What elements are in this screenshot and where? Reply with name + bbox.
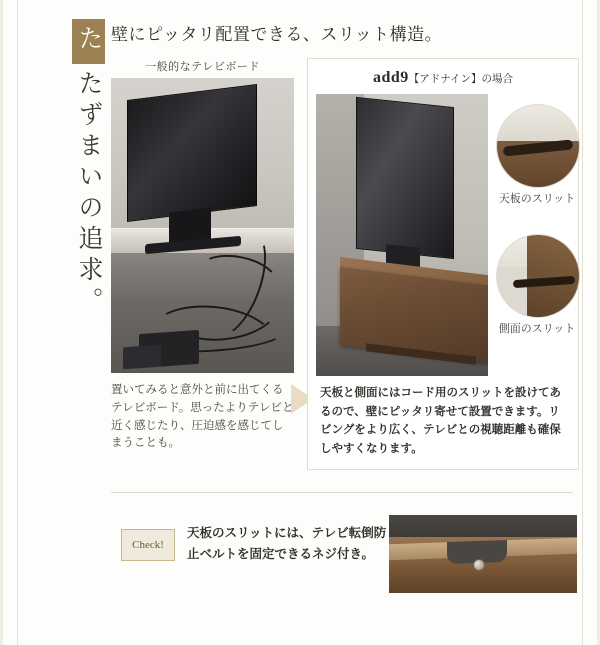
top-slit-photo xyxy=(496,104,580,188)
check-text: 天板のスリットには、テレビ転倒防止ベルトを固定できるネジ付き。 xyxy=(187,526,387,562)
check-photo xyxy=(389,515,577,593)
generic-board-photo xyxy=(111,78,294,373)
check-section xyxy=(121,515,576,593)
generic-board-caption: 一般的なテレビボード xyxy=(145,61,260,73)
photo-av-device-secondary xyxy=(123,345,161,370)
add9-panel xyxy=(307,58,579,470)
generic-board-block xyxy=(111,58,294,453)
brand-subtitle: 【アドナイン】の場合 xyxy=(408,73,514,85)
side-slit-label: 側面のスリット xyxy=(498,323,576,335)
photo-wall xyxy=(496,104,580,138)
side-slit-photo xyxy=(496,234,580,318)
add9-panel-title xyxy=(316,69,570,87)
generic-board-body: 置いてみると意外と前に出てくるテレビボード。思ったよりテレビと近く感じたり、圧迫感を感じてしまうことも。 xyxy=(111,384,294,450)
photo-tv xyxy=(356,97,454,259)
page-title: 壁にピッタリ配置できる、スリット構造。 xyxy=(111,25,443,44)
brand-name: add9 xyxy=(372,69,409,86)
vertical-title-first-char: た xyxy=(72,19,106,64)
check-badge: Check! xyxy=(121,529,175,561)
left-edge-rule xyxy=(17,0,18,645)
add9-main-photo xyxy=(316,94,488,376)
screw-icon xyxy=(473,559,485,571)
vertical-title xyxy=(43,18,105,318)
photo-tv xyxy=(127,84,257,222)
section-divider xyxy=(111,492,573,493)
add9-panel-body: 天板と側面にはコード用のスリットを設けてあるので、壁にピッタリ寄せて設置できます。リビングをより広く、テレビとの視聴距離も確保しやすくなります。 xyxy=(320,387,562,455)
top-slit-label: 天板のスリット xyxy=(498,193,576,205)
add9-photo-group xyxy=(316,94,576,376)
vertical-title-rest: たずまいの追求。 xyxy=(75,69,102,318)
